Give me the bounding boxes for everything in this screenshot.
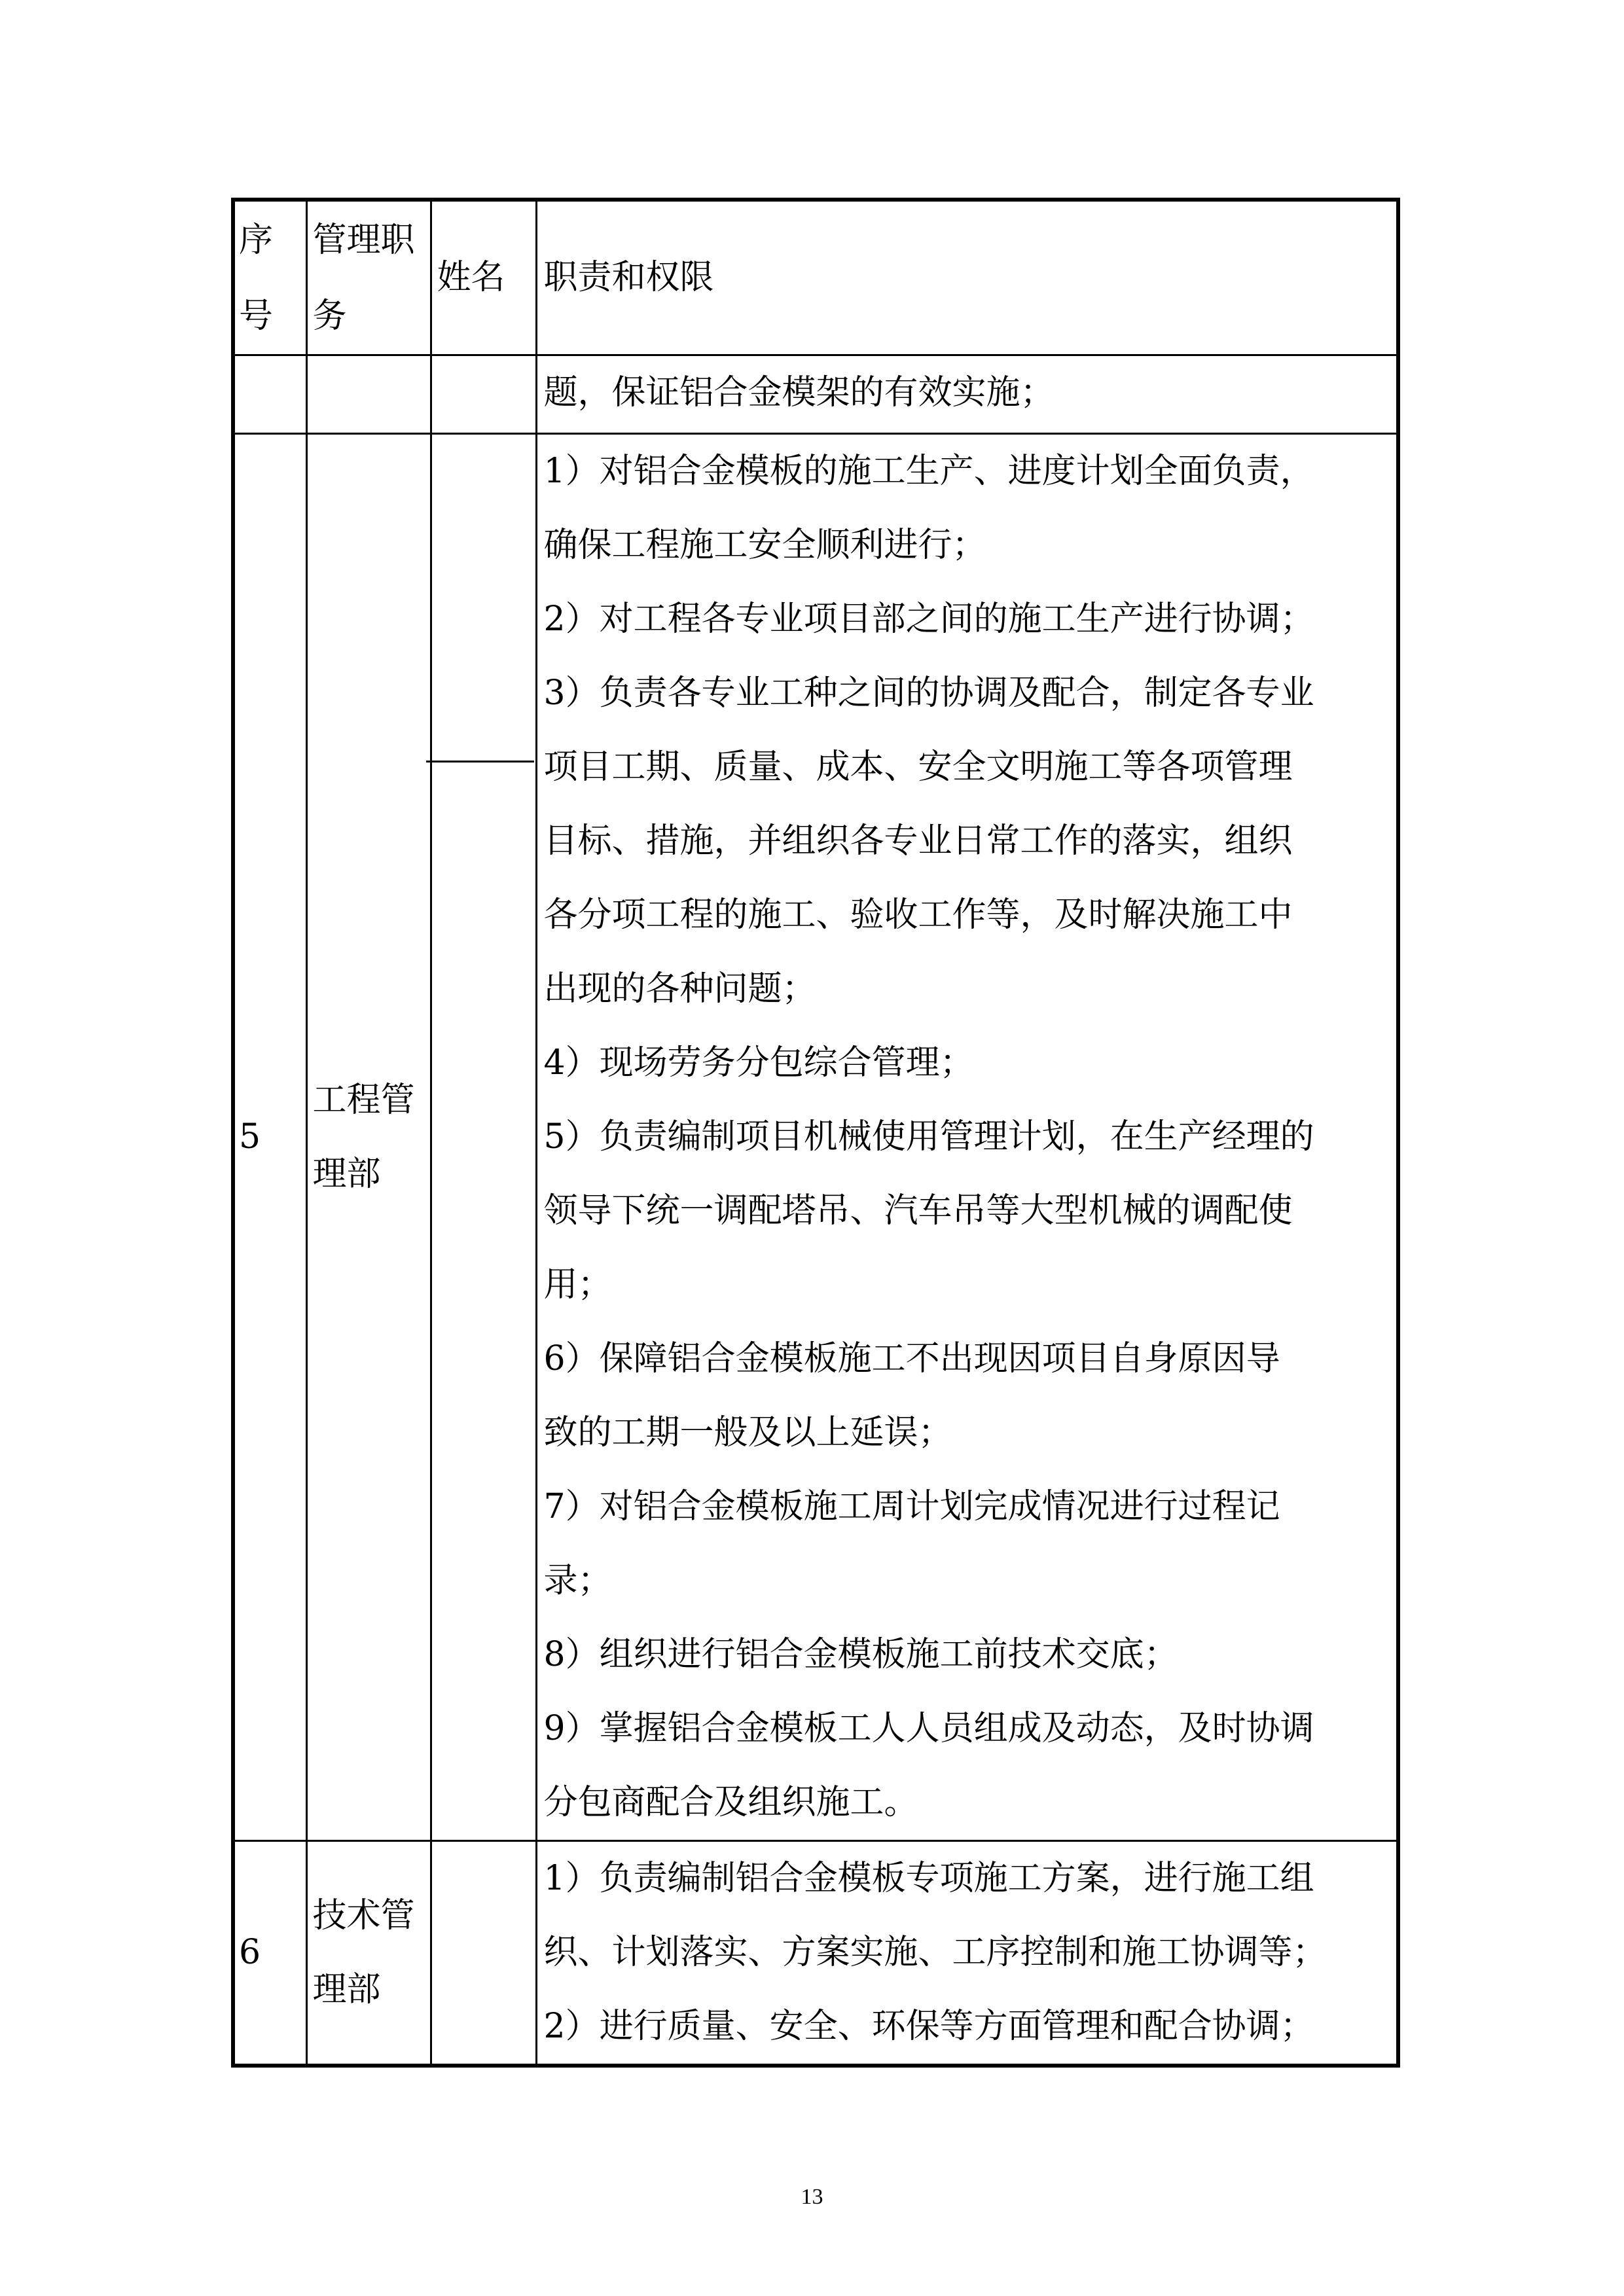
row-5-role-line-2: 理部	[312, 1154, 381, 1194]
row-6-role-line-2: 理部	[312, 1969, 381, 2009]
duty-line: 7）对铝合金模板施工周计划完成情况进行过程记	[543, 1487, 1280, 1526]
row-5-duty	[536, 434, 1398, 1841]
duty-line: 用；	[543, 1265, 612, 1304]
duty-line: 8）组织进行铝合金模板施工前技术交底；	[543, 1635, 1178, 1674]
duty-line: 织、计划落实、方案实施、工序控制和施工协调等；	[543, 1933, 1327, 1972]
header-duty: 职责和权限	[536, 200, 1398, 355]
duty-line: 录；	[543, 1561, 612, 1600]
duty-line: 3）负责各专业工种之间的协调及配合，制定各专业	[543, 673, 1314, 713]
duty-line: 1）负责编制铝合金模板专项施工方案，进行施工组	[543, 1859, 1314, 1898]
duty-line: 目标、措施，并组织各专业日常工作的落实，组织	[543, 821, 1293, 861]
row-5-name	[431, 434, 536, 1841]
header-role-line-1: 管理职	[312, 220, 415, 260]
page-number: 13	[801, 2185, 823, 2209]
row-5-role-line-1: 工程管	[312, 1080, 415, 1120]
row-6-duty	[536, 1841, 1398, 2066]
row-6-name	[431, 1841, 536, 2066]
duty-line: 5）负责编制项目机械使用管理计划，在生产经理的	[543, 1117, 1314, 1157]
duty-line: 9）掌握铝合金模板工人人员组成及动态，及时协调	[543, 1709, 1314, 1748]
duty-line: 2）进行质量、安全、环保等方面管理和配合协调；	[543, 2007, 1314, 2046]
header-seq-line-2: 号	[239, 296, 274, 336]
table-row-5	[233, 434, 1398, 1841]
table-row-6	[233, 1841, 1398, 2066]
duty-line: 项目工期、质量、成本、安全文明施工等各项管理	[543, 747, 1293, 787]
continuation-duty-cell: 题，保证铝合金模架的有效实施；	[536, 355, 1398, 434]
duty-line: 6）保障铝合金模板施工不出现因项目自身原因导	[543, 1339, 1280, 1378]
continuation-seq-cell	[233, 355, 306, 434]
duty-line: 2）对工程各专业项目部之间的施工生产进行协调；	[543, 600, 1314, 639]
row-6-role	[306, 1841, 431, 2066]
row-5-seq: 5	[233, 434, 306, 1841]
duty-line: 确保工程施工安全顺利进行；	[543, 526, 986, 565]
header-seq-line-1: 序	[239, 220, 274, 260]
continuation-name-cell	[431, 355, 536, 434]
row-5-role	[306, 434, 431, 1841]
row-6-role-line-1: 技术管	[312, 1895, 415, 1935]
name-cell-divider	[426, 761, 534, 762]
continuation-role-cell	[306, 355, 431, 434]
header-name: 姓名	[431, 200, 536, 355]
header-role-line-2: 务	[312, 296, 347, 336]
table-header-row	[233, 200, 1398, 355]
duty-line: 领导下统一调配塔吊、汽车吊等大型机械的调配使	[543, 1191, 1293, 1230]
duty-line: 出现的各种问题；	[543, 969, 816, 1009]
header-role	[306, 200, 431, 355]
duty-line: 各分项工程的施工、验收工作等，及时解决施工中	[543, 895, 1293, 935]
duty-line: 1）对铝合金模板的施工生产、进度计划全面负责，	[543, 452, 1314, 491]
header-seq	[233, 200, 306, 355]
responsibility-table	[231, 198, 1400, 2068]
duty-line: 4）现场劳务分包综合管理；	[543, 1043, 974, 1083]
continuation-row	[233, 355, 1398, 434]
duty-line: 分包商配合及组织施工。	[543, 1783, 918, 1822]
duty-line: 致的工期一般及以上延误；	[543, 1413, 952, 1452]
row-6-seq: 6	[233, 1841, 306, 2066]
